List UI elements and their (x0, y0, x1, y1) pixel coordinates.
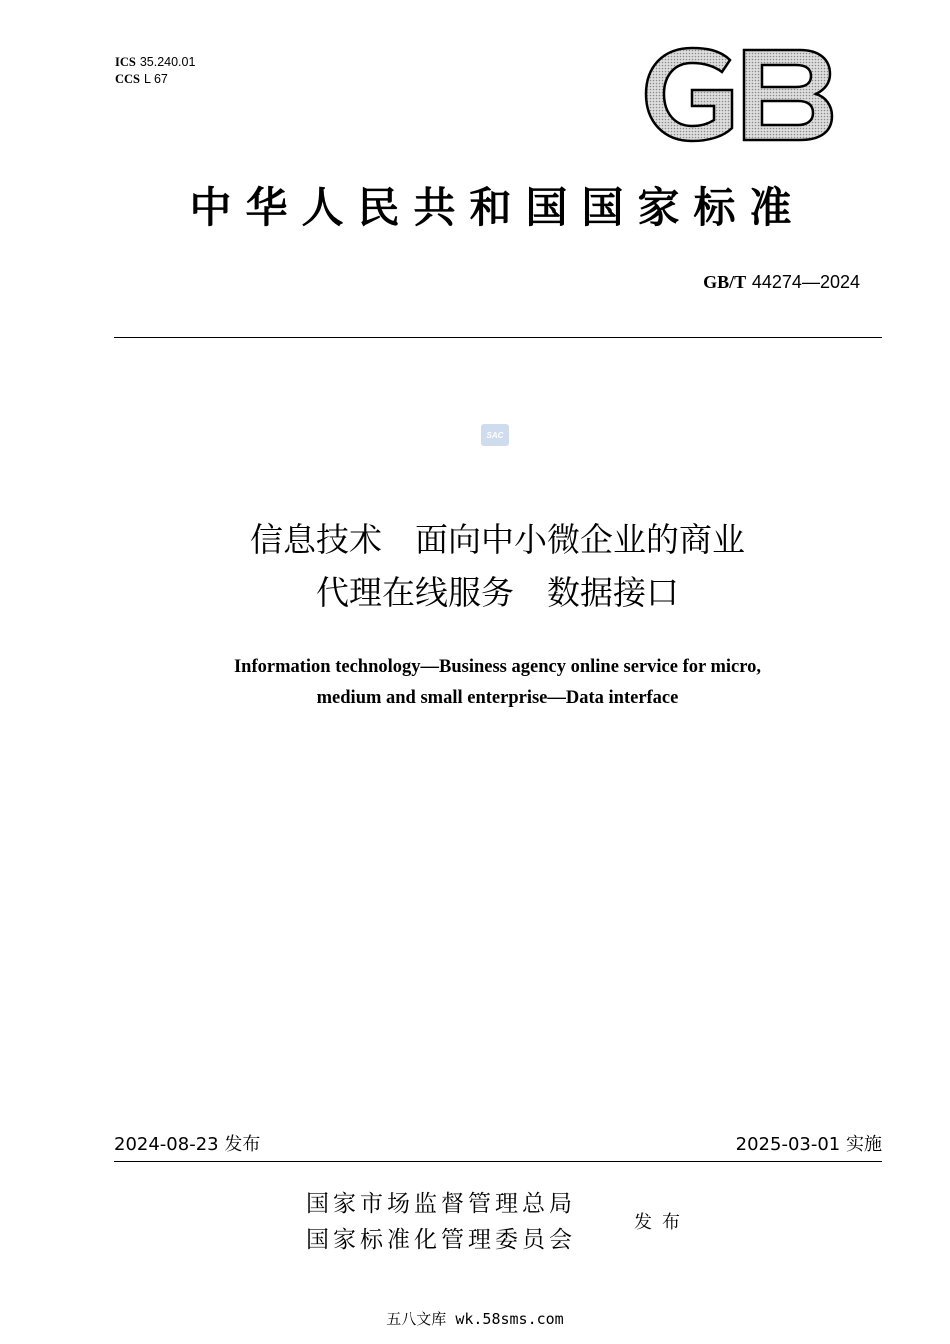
logo-text: GB (640, 46, 642, 47)
ics-value: 35.240.01 (139, 55, 196, 69)
chinese-title-line-1: 信息技术 面向中小微企业的商业 (250, 520, 745, 559)
ics-label: ICS (115, 55, 136, 69)
gb-logo (640, 46, 835, 143)
english-title-line-2: medium and small enterprise—Data interface (316, 688, 679, 708)
ccs-label: CCS (115, 72, 141, 86)
implementation-date: 2025-03-01 实施 (735, 1134, 882, 1155)
main-title: 中华人民共和国国家标准 (189, 183, 806, 232)
top-divider (114, 337, 882, 338)
publish-label: 发布 (634, 1212, 690, 1233)
footer-watermark: 五八文库 wk.58sms.com (386, 1310, 564, 1328)
ics-code (115, 54, 195, 70)
standard-number (703, 272, 860, 293)
standard-number-value: 44274—2024 (751, 272, 860, 292)
standard-prefix: GB/T (703, 272, 747, 292)
bottom-divider (114, 1161, 882, 1162)
sac-watermark-icon (481, 424, 509, 446)
chinese-title-line-2: 代理在线服务 数据接口 (316, 573, 679, 612)
english-title-line-1: Information technology—Business agency online service for micro, (233, 657, 762, 677)
ccs-value: L 67 (144, 72, 168, 86)
issuer-samr: 国家市场监督管理总局 (306, 1191, 576, 1217)
ccs-code (115, 71, 168, 87)
sac-watermark-text: SAC (486, 431, 504, 440)
issuer-sac: 国家标准化管理委员会 (306, 1227, 576, 1253)
issue-date: 2024-08-23 发布 (114, 1134, 261, 1155)
